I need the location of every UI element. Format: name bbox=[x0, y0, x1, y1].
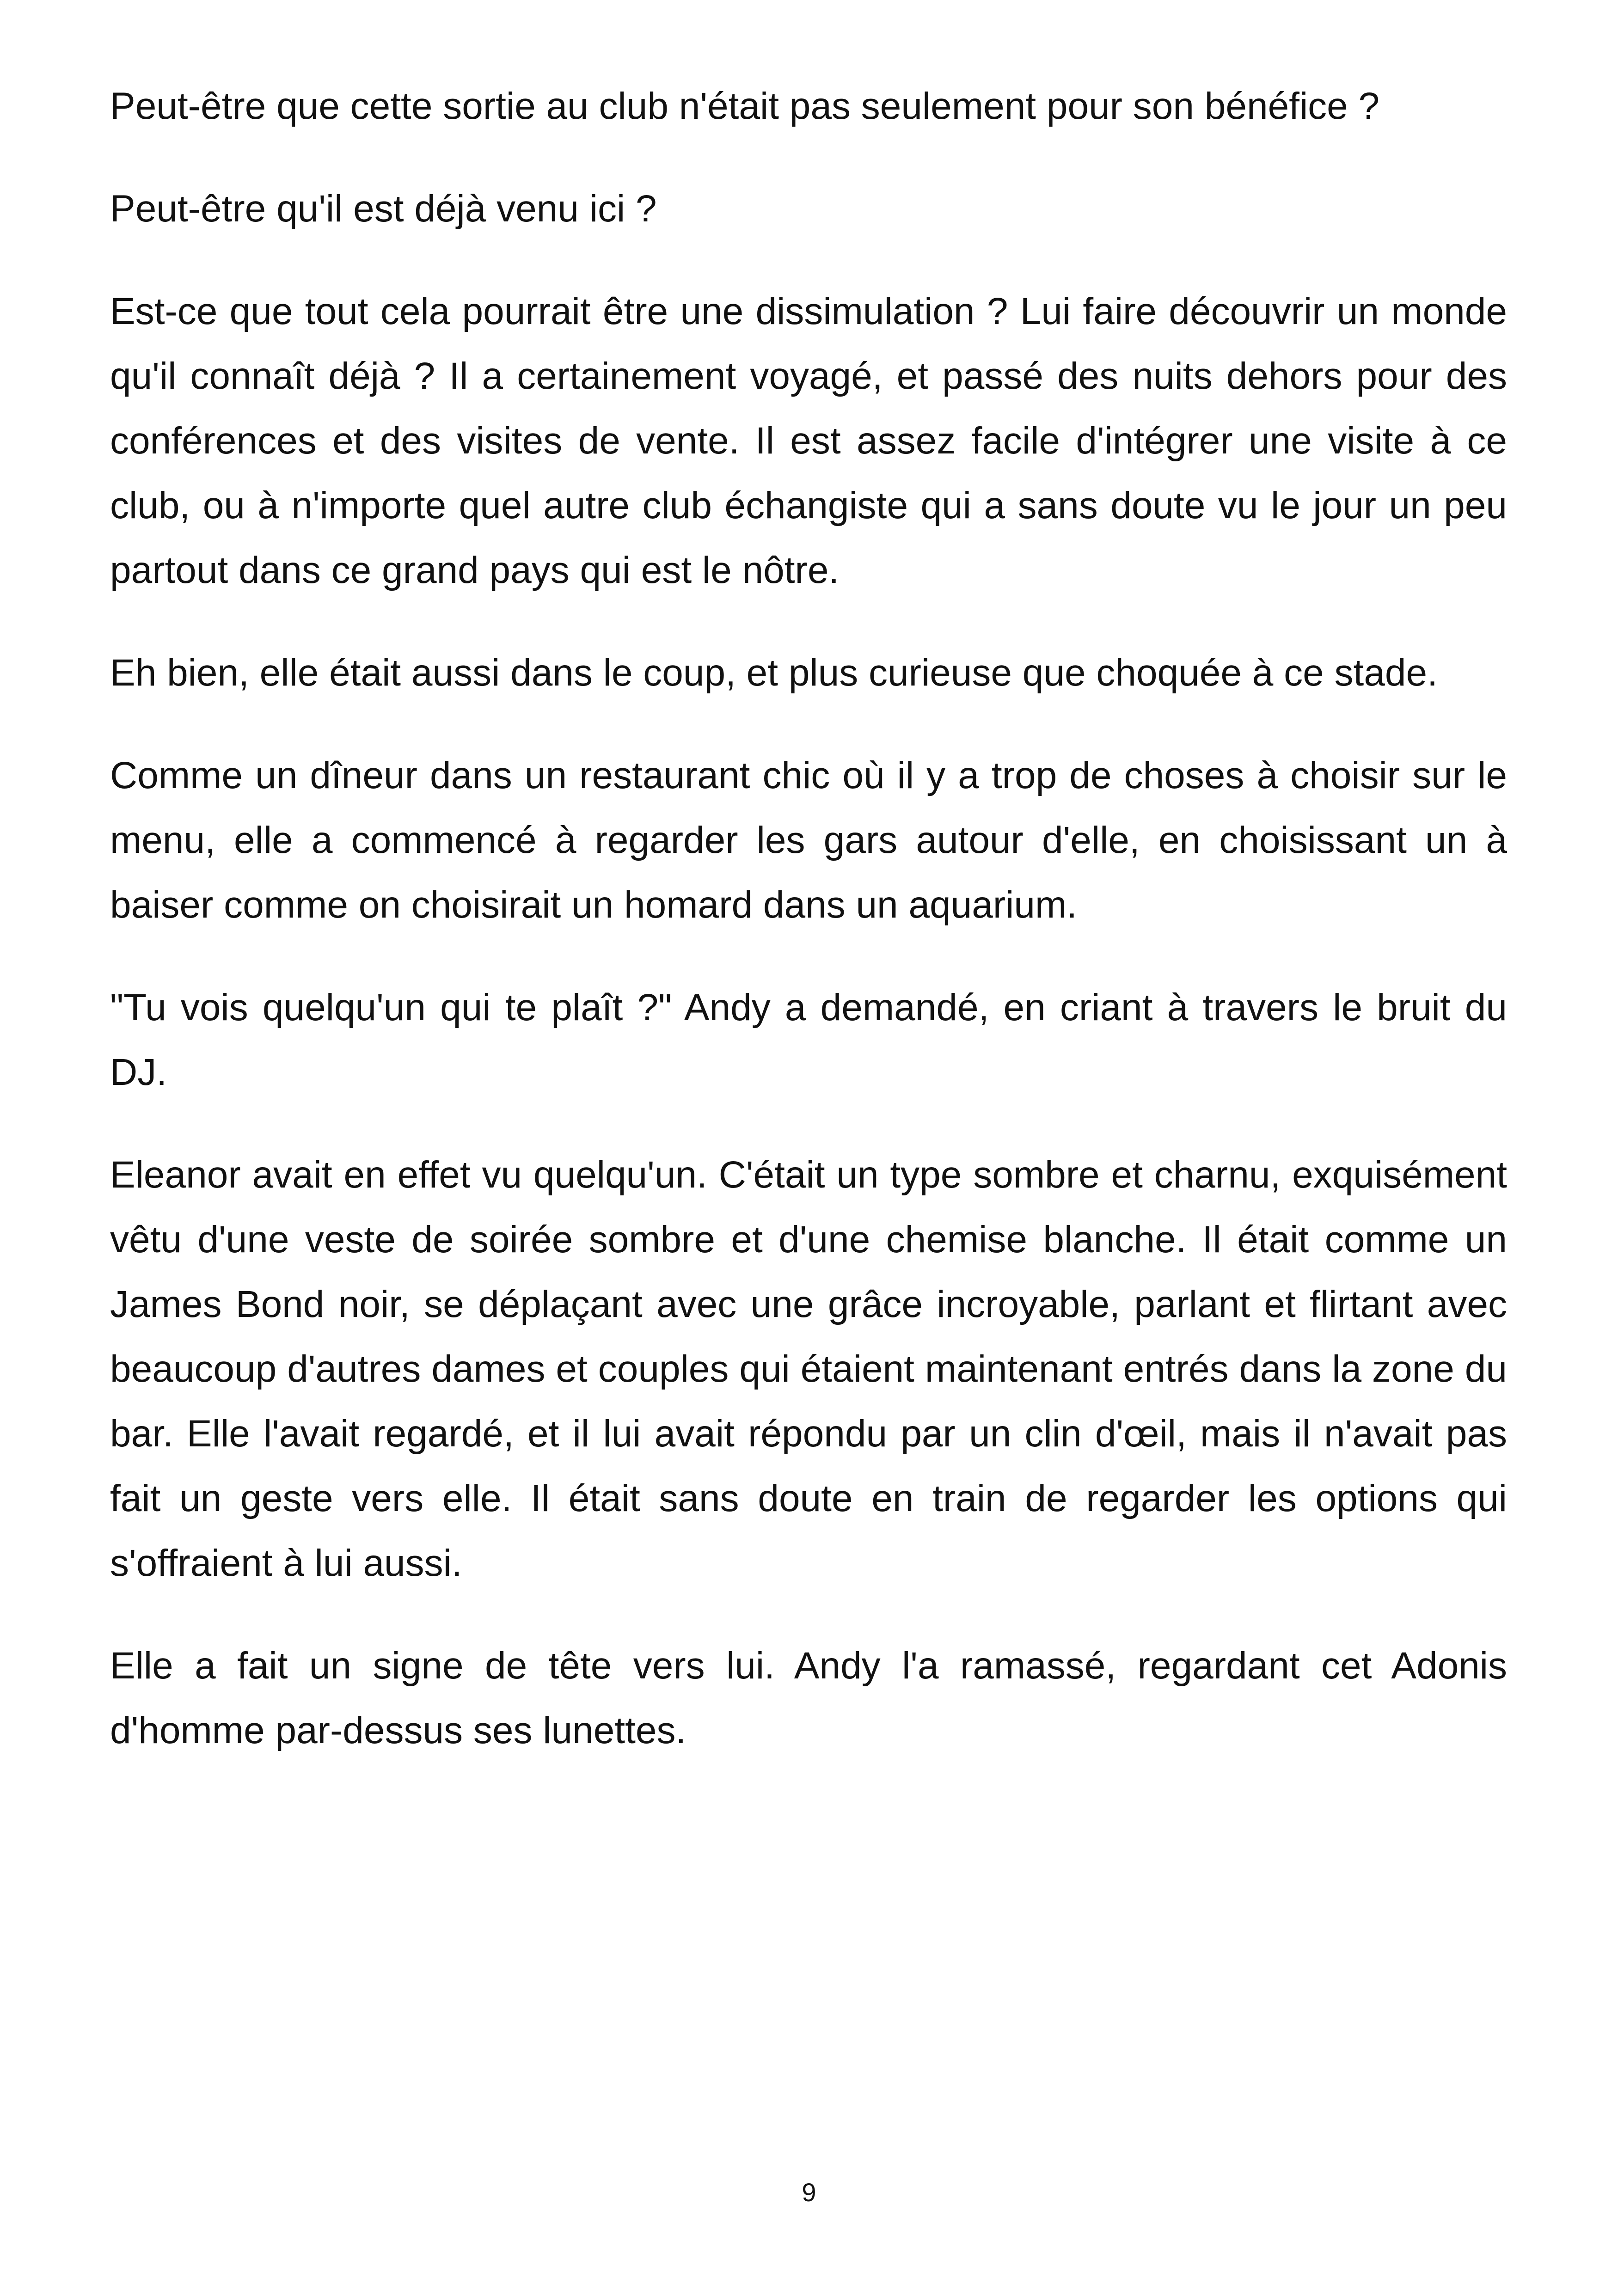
paragraph: Comme un dîneur dans un restaurant chic où il y a trop de choses à choisir sur le menu, elle a commencé à regarder les gars autour d'elle, en choisissant un à baiser comme on choisirait un homard dans un aquarium. bbox=[110, 754, 1507, 926]
paragraph: Est-ce que tout cela pourrait être une dissimulation ? Lui faire découvrir un monde qu'il connaît déjà ? Il a certainement voyagé, et passé des nuits dehors pour des conférences et des visites de vente. Il est assez facile d'intégrer une visite à ce club, ou à n'importe quel autre club échangiste qui a sans doute vu le jour un peu partout dans ce grand pays qui est le nôtre. bbox=[110, 290, 1507, 591]
paragraph: Peut-être que cette sortie au club n'était pas seulement pour son bénéfice ? bbox=[110, 85, 1380, 127]
paragraph: Eleanor avait en effet vu quelqu'un. C'était un type sombre et charnu, exquisément vêtu d'une veste de soirée sombre et d'une chemise blanche. Il était comme un James Bond noir, se déplaçant avec une grâce incroyable, parlant et flirtant avec beaucoup d'autres dames et couples qui étaient maintenant entrés dans la zone du bar. Elle l'avait regardé, et il lui avait répondu par un clin d'œil, mais il n'avait pas fait un geste vers elle. Il était sans doute en train de regarder les options qui s'offraient à lui aussi. bbox=[110, 1154, 1507, 1584]
document-body bbox=[110, 74, 1507, 1801]
paragraph: Peut-être qu'il est déjà venu ici ? bbox=[110, 188, 657, 230]
page-number: 9 bbox=[802, 2178, 816, 2207]
paragraph: Eh bien, elle était aussi dans le coup, et plus curieuse que choquée à ce stade. bbox=[110, 652, 1438, 694]
paragraph: Elle a fait un signe de tête vers lui. Andy l'a ramassé, regardant cet Adonis d'homme par-dessus ses lunettes. bbox=[110, 1645, 1507, 1751]
paragraph: "Tu vois quelqu'un qui te plaît ?" Andy a demandé, en criant à travers le bruit du DJ. bbox=[110, 986, 1507, 1093]
